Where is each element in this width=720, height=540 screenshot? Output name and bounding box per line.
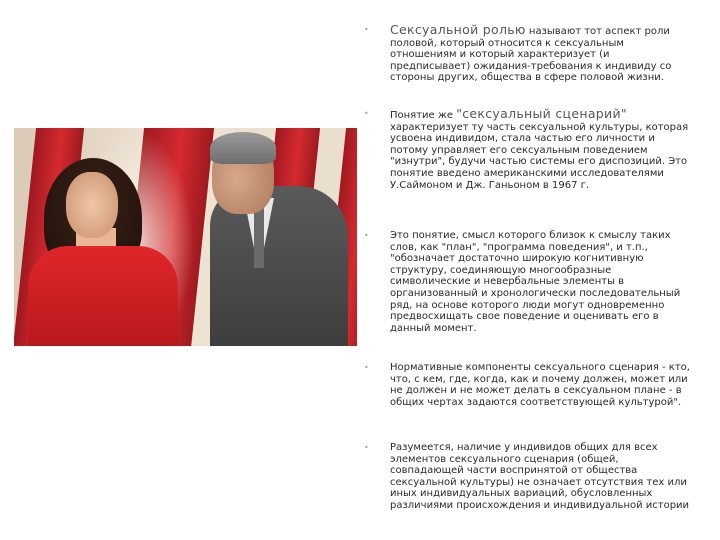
- man-tie: [254, 208, 264, 268]
- bullet-text: Разумеется, наличие у индивидов общих для всех элементов сексуального сценария (общей, совпадающей части воспринятой от общества сексуальной культуры) не означает отсутствия тех или иных индивидуальных вариаций, обусловленных различиями происхождения и индивидуальной истории: [390, 442, 690, 511]
- woman-red-dress: [28, 246, 178, 346]
- bullet-icon: •: [364, 25, 369, 34]
- bullet-text: Сексуальной ролью называют тот аспект роли половой, который относится к сексуальным отношениям и который характеризует (и предписывает) ожидания-требования к индивиду со стороны других, общества в сфере половой жизни.: [390, 22, 672, 84]
- bullet-icon: •: [364, 231, 369, 240]
- bullet-text: Нормативные компоненты сексуального сценария - кто, что, с кем, где, когда, как и почему должен, может или не должен и не может делать в сексуальном плане - в общих чертах задаются соответствующей культурой".: [390, 362, 690, 408]
- man-hair: [210, 132, 276, 164]
- bullet-text: Понятие же "сексуальный сценарий" характеризует ту часть сексуальной культуры, которая усвоена индивидом, стала частью его личности и потому управляет его сексуальным поведением "изнутри", будучи частью системы его диспозиций. Это понятие введено американскими исследователями У.Саймоном и Дж. Ганьоном в 1967 г.: [390, 106, 689, 191]
- woman-face: [66, 172, 118, 238]
- bullet-icon: •: [364, 443, 369, 452]
- man-and-woman-photo: [14, 128, 357, 346]
- bullet-lead: "сексуальный сценарий": [456, 106, 627, 121]
- bullet-text: Это понятие, смысл которого близок к смыслу таких слов, как "план", "программа поведения", и т.п., "обозначает достаточно широкую когнитивную структуру, соединяющую многообразные символические и невербальные элементы в организованный и хронологически последовательный ряд, на основе которого люди могут одновременно предвосхищать свое поведение и оценивать его в данный момент.: [390, 230, 681, 334]
- bullet-icon: •: [364, 109, 369, 118]
- bullet-lead: Сексуальной ролью: [390, 22, 526, 37]
- bullet-icon: •: [364, 363, 369, 372]
